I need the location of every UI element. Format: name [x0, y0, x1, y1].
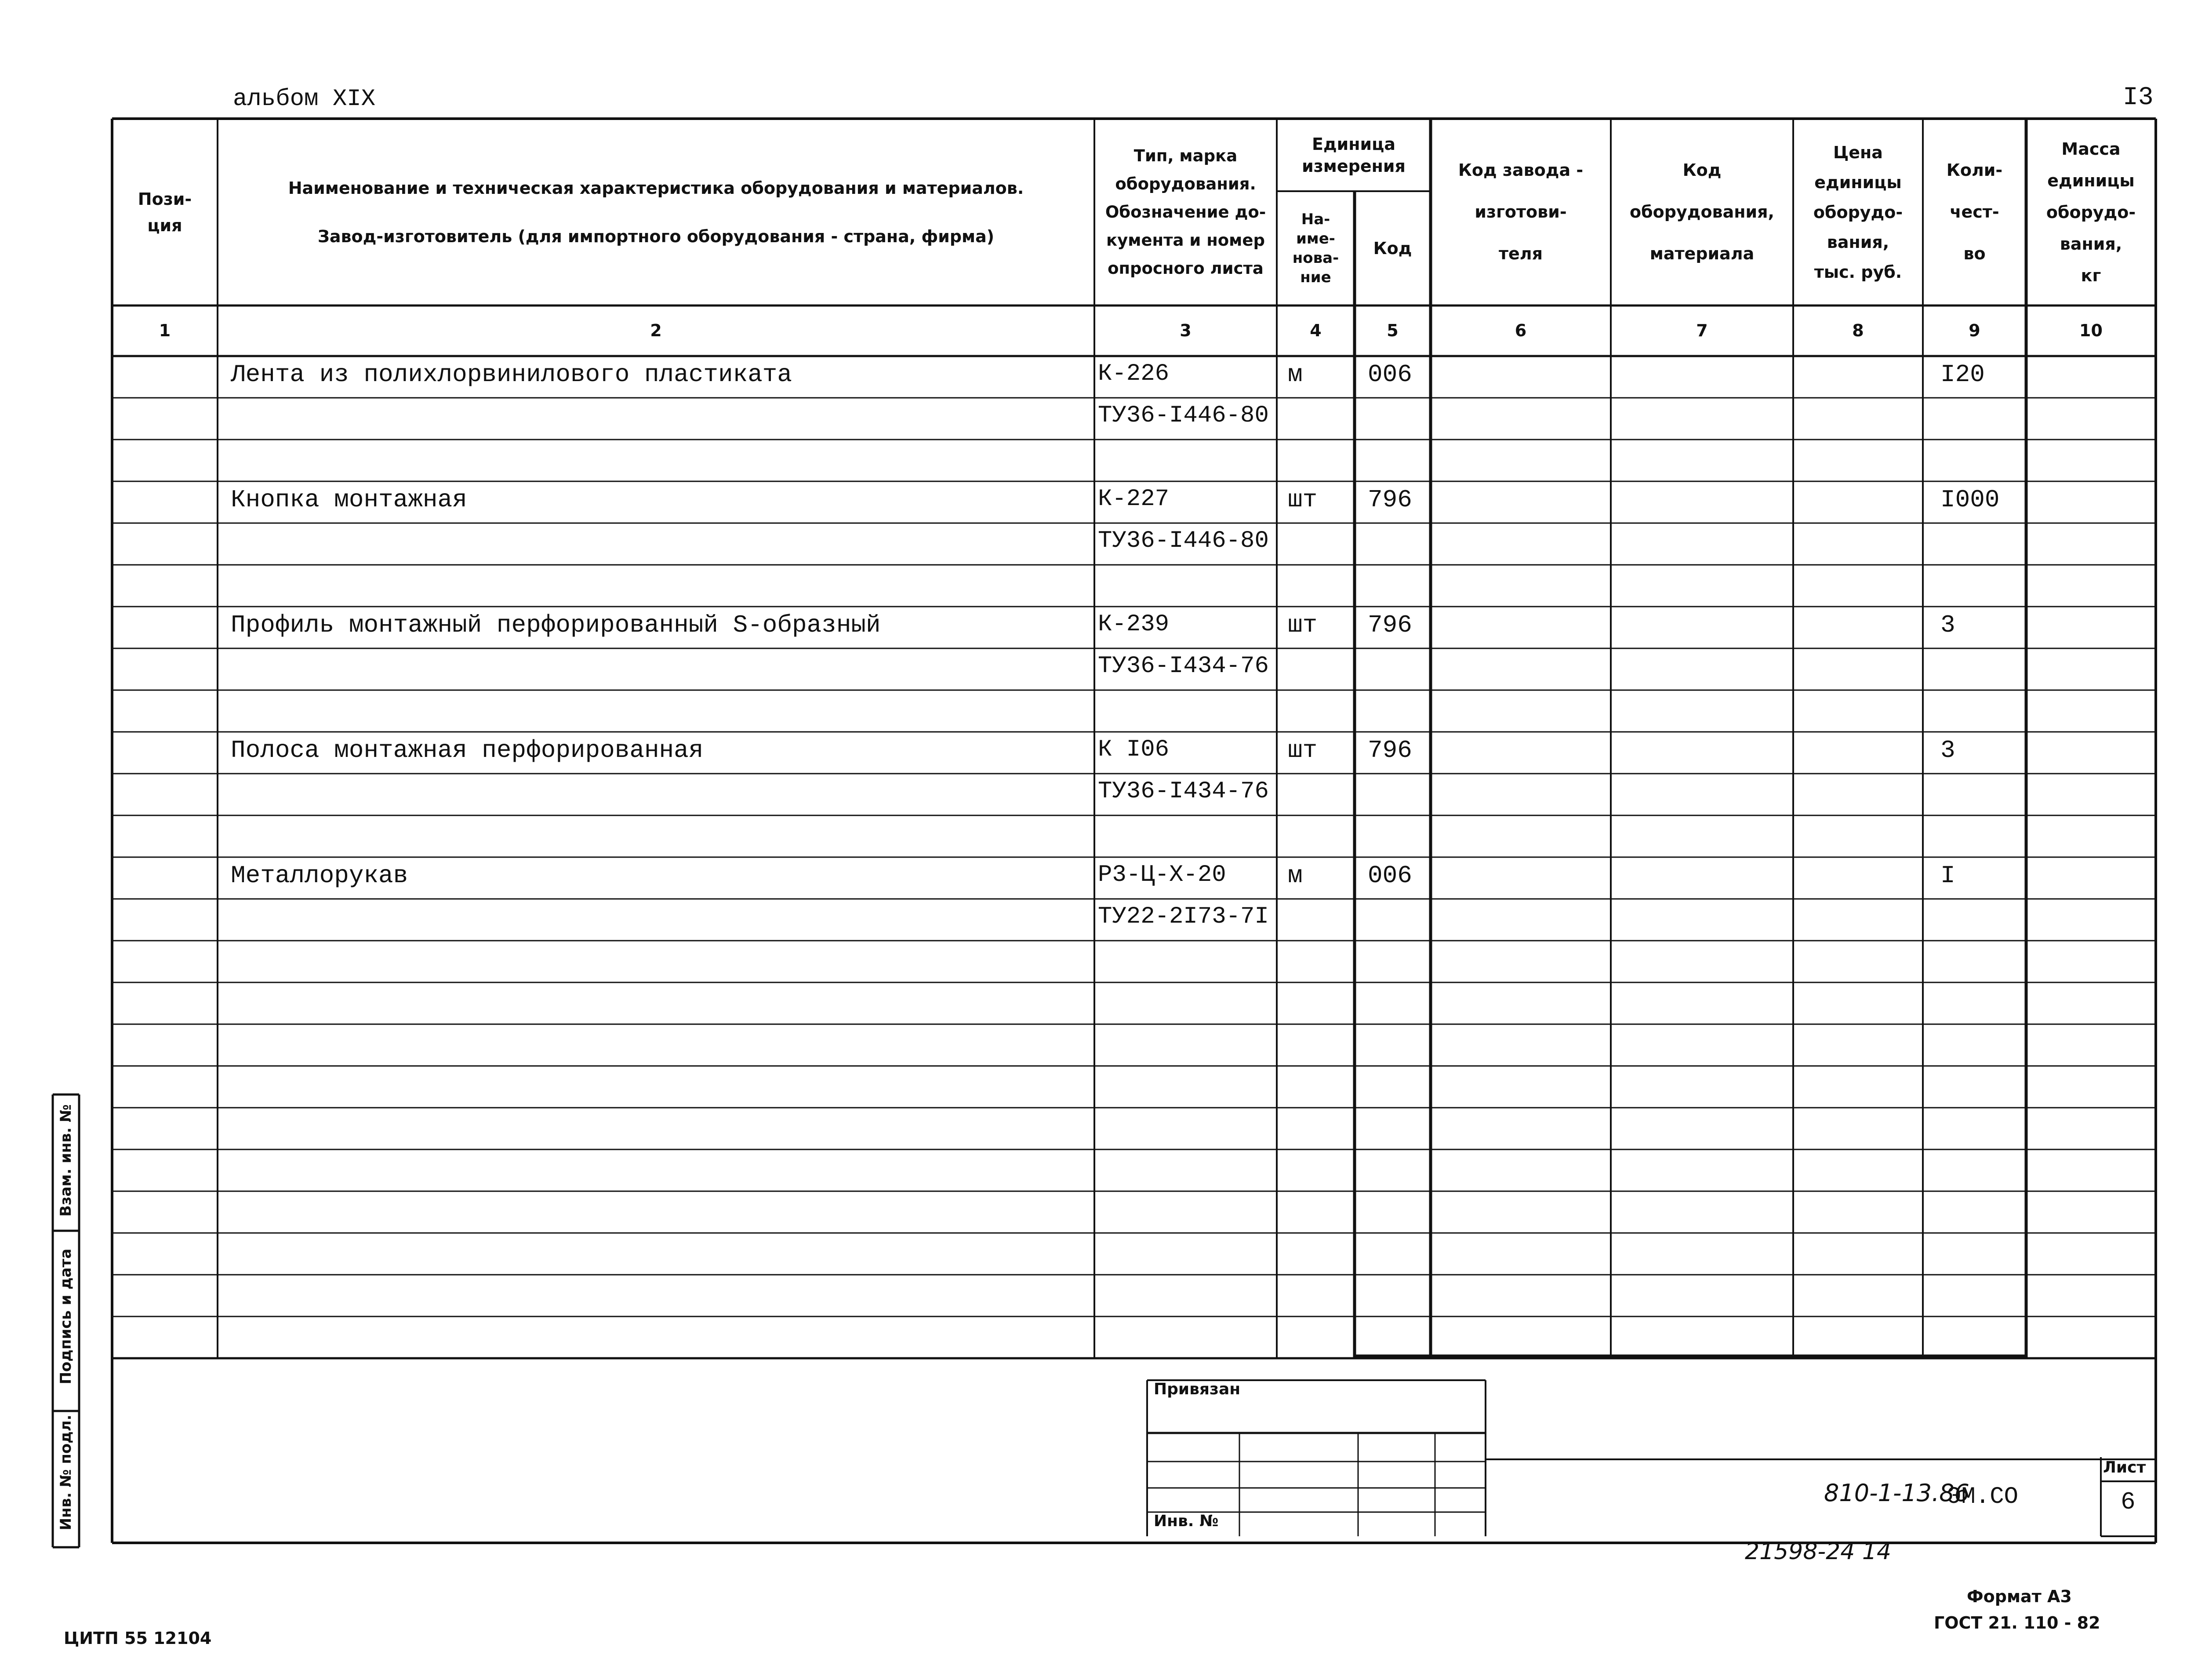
- doc-code-suffix: ЭМ.СО: [1947, 1484, 2019, 1510]
- column-number: 6: [1515, 321, 1527, 340]
- cell-name: Профиль монтажный перфорированный S-образный: [231, 611, 881, 639]
- cell-name: Полоса монтажная перфорированная: [231, 736, 704, 764]
- cell-unit: шт: [1288, 611, 1318, 639]
- table-row: [0, 440, 2187, 481]
- header-price: Цена единицы оборудо- вания, тыс. руб.: [1813, 142, 1903, 282]
- footer-format: Формат А3: [1967, 1587, 2072, 1606]
- header-equipment-code: Код оборудования, материала: [1630, 160, 1774, 263]
- cell-code: 006: [1368, 862, 1412, 890]
- cell-name: Кнопка монтажная: [231, 486, 467, 514]
- footer-left: ЦИТП 55 12104: [64, 1629, 212, 1648]
- table-row: [0, 815, 2187, 857]
- privyazan-label: Привязан: [1154, 1380, 1241, 1398]
- cell-unit: м: [1288, 360, 1303, 389]
- table-row: [0, 732, 2187, 774]
- header-unit-code: Код: [1373, 239, 1412, 258]
- column-number: 10: [2079, 321, 2103, 340]
- cell-code: 006: [1368, 360, 1412, 389]
- column-number: 7: [1696, 321, 1708, 340]
- side-stamp: [53, 1095, 79, 1547]
- column-number: 9: [1969, 321, 1980, 340]
- table-row: [0, 899, 2187, 941]
- cell-type: ТУ36-I446-80: [1098, 402, 1269, 429]
- table-row: [0, 774, 2187, 815]
- header-quantity: Коли- чест- во: [1946, 160, 2003, 263]
- album-label: альбом XIX: [233, 86, 376, 113]
- column-number: 5: [1387, 321, 1399, 340]
- table-row: [0, 607, 2187, 648]
- table-row: [0, 523, 2187, 565]
- cell-unit: шт: [1288, 486, 1318, 514]
- stamp-inv-podl: Инв. № подл.: [57, 1415, 75, 1531]
- inv-no-label: Инв. №: [1154, 1512, 1219, 1530]
- column-number: 8: [1852, 321, 1864, 340]
- cell-type: ТУ36-I434-76: [1098, 778, 1269, 805]
- cell-name: Металлорукав: [231, 862, 408, 890]
- cell-type: К-239: [1098, 611, 1170, 638]
- page-number: I3: [2123, 84, 2154, 112]
- footer-gost: ГОСТ 21. 110 - 82: [1934, 1613, 2100, 1633]
- sheet-number: 6: [2121, 1488, 2136, 1516]
- cell-unit: м: [1288, 862, 1303, 890]
- cell-code: 796: [1368, 486, 1412, 514]
- header-unit-name: На- име- нова- ние: [1292, 211, 1339, 286]
- table-row: [0, 565, 2187, 607]
- table-row: [0, 481, 2187, 523]
- column-number: 1: [159, 321, 171, 340]
- cell-unit: шт: [1288, 736, 1318, 764]
- cell-type: ТУ22-2I73-7I: [1098, 903, 1269, 930]
- cell-type: ТУ36-I446-80: [1098, 527, 1269, 554]
- column-number: 2: [650, 321, 662, 340]
- table-row: [0, 648, 2187, 690]
- doc-code-handwritten: 810-1-13.86: [1824, 1479, 1969, 1507]
- table-row: [0, 857, 2187, 899]
- cell-type: К-227: [1098, 486, 1170, 513]
- cell-code: 796: [1368, 736, 1412, 764]
- header-name: Наименование и техническая характеристика оборудования и материалов. Завод-изготовитель (для импортного оборудования - страна, фирма): [288, 178, 1024, 246]
- sheet-label: Лист: [2103, 1458, 2146, 1476]
- header-position: Пози- ция: [138, 189, 192, 235]
- handwritten-number: 21598-24 14: [1745, 1538, 1892, 1565]
- cell-quantity: 3: [1940, 736, 1955, 764]
- cell-type: Р3-Ц-Х-20: [1098, 862, 1226, 888]
- table-row: [0, 690, 2187, 732]
- cell-name: Лента из полихлорвинилового пластиката: [231, 360, 792, 389]
- stamp-podpis: Подпись и дата: [57, 1248, 75, 1385]
- cell-type: К I06: [1098, 736, 1170, 763]
- cell-quantity: I: [1940, 862, 1955, 890]
- stamp-vzam: Взам. инв. №: [57, 1104, 75, 1217]
- column-number: 3: [1180, 321, 1192, 340]
- cell-quantity: I20: [1940, 360, 1985, 389]
- cell-quantity: I000: [1940, 486, 2000, 514]
- cell-type: К-226: [1098, 360, 1170, 387]
- table-row: [0, 356, 2187, 398]
- header-type: Тип, марка оборудования. Обозначение до- кумента и номер опросного листа: [1105, 146, 1266, 278]
- cell-quantity: 3: [1940, 611, 1955, 639]
- cell-code: 796: [1368, 611, 1412, 639]
- cell-type: ТУ36-I434-76: [1098, 653, 1269, 680]
- header-mass: Масса единицы оборудо- вания, кг: [2046, 139, 2136, 285]
- table-row: [0, 398, 2187, 440]
- header-unit: Единица измерения: [1302, 134, 1406, 176]
- column-number: 4: [1310, 321, 1322, 340]
- header-factory-code: Код завода - изготови- теля: [1458, 160, 1584, 263]
